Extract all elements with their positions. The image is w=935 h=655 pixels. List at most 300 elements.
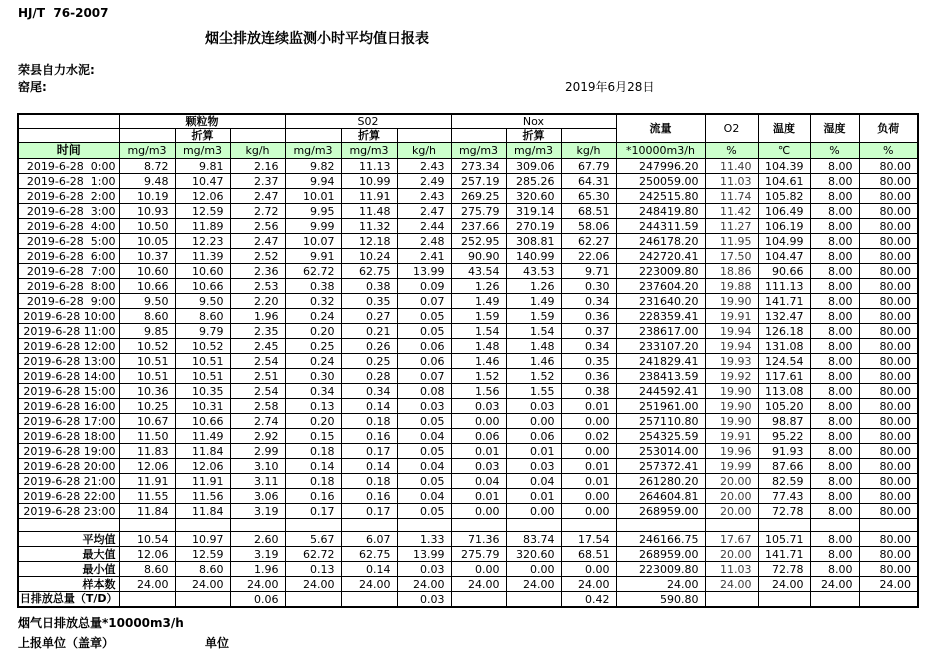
- value-cell: [810, 592, 859, 608]
- value-cell: 0.16: [341, 429, 397, 444]
- value-cell: 0.00: [561, 444, 616, 459]
- value-cell: 0.05: [397, 474, 451, 489]
- table-row: [18, 354, 918, 369]
- value-cell: [285, 592, 341, 608]
- value-cell: 8.00: [810, 504, 859, 519]
- value-cell: 2.53: [230, 279, 285, 294]
- value-cell: 10.37: [119, 249, 175, 264]
- doc-code: HJ/T 76-2007: [18, 6, 109, 20]
- value-cell: 12.06: [175, 189, 230, 204]
- value-cell: 238617.00: [616, 324, 705, 339]
- value-cell: 0.36: [561, 309, 616, 324]
- time-cell: 2019-6-28 15:00: [18, 384, 119, 399]
- value-cell: 80.00: [859, 234, 918, 249]
- value-cell: 0.03: [451, 399, 506, 414]
- value-cell: 11.50: [119, 429, 175, 444]
- value-cell: 0.01: [506, 489, 561, 504]
- value-cell: 268959.00: [616, 504, 705, 519]
- value-cell: 8.00: [810, 429, 859, 444]
- value-cell: 80.00: [859, 159, 918, 174]
- value-cell: 0.34: [341, 384, 397, 399]
- summary-label: 最小值: [18, 562, 119, 577]
- value-cell: 0.03: [397, 562, 451, 577]
- value-cell: 0.00: [561, 489, 616, 504]
- header-row-units: [18, 143, 918, 159]
- value-cell: 0.35: [561, 354, 616, 369]
- value-cell: 2.52: [230, 249, 285, 264]
- value-cell: 309.06: [506, 159, 561, 174]
- value-cell: 64.31: [561, 174, 616, 189]
- spacer-cell: [506, 519, 561, 532]
- value-cell: 0.14: [341, 459, 397, 474]
- summary-row: [18, 562, 918, 577]
- value-cell: 10.24: [341, 249, 397, 264]
- unit-cell: mg/m3: [119, 143, 175, 159]
- value-cell: 0.26: [341, 339, 397, 354]
- value-cell: 104.99: [758, 234, 810, 249]
- table-row: [18, 489, 918, 504]
- value-cell: 90.66: [758, 264, 810, 279]
- value-cell: 0.01: [561, 399, 616, 414]
- value-cell: 58.06: [561, 219, 616, 234]
- unit-label: 单位: [205, 636, 230, 650]
- header-time: 时间: [18, 143, 119, 159]
- value-cell: 0.06: [506, 429, 561, 444]
- value-cell: 0.00: [451, 504, 506, 519]
- flow-total-label: 烟气日排放总量*10000m3/h: [18, 616, 184, 630]
- value-cell: 10.93: [119, 204, 175, 219]
- value-cell: 95.22: [758, 429, 810, 444]
- value-cell: 8.00: [810, 474, 859, 489]
- value-cell: 257110.80: [616, 414, 705, 429]
- value-cell: 1.49: [506, 294, 561, 309]
- value-cell: 257.19: [451, 174, 506, 189]
- value-cell: 8.00: [810, 384, 859, 399]
- value-cell: 22.06: [561, 249, 616, 264]
- header-temp: 温度: [758, 114, 810, 143]
- report-date: 2019年6月28日: [565, 80, 655, 94]
- summary-label: [18, 592, 119, 608]
- value-cell: 1.96: [230, 309, 285, 324]
- value-cell: 1.59: [506, 309, 561, 324]
- value-cell: 10.07: [285, 234, 341, 249]
- value-cell: 5.67: [285, 532, 341, 547]
- value-cell: 0.14: [341, 399, 397, 414]
- value-cell: 2.47: [397, 204, 451, 219]
- value-cell: [451, 592, 506, 608]
- value-cell: 8.00: [810, 399, 859, 414]
- value-cell: 24.00: [175, 577, 230, 592]
- value-cell: 2.47: [230, 189, 285, 204]
- value-cell: 24.00: [230, 577, 285, 592]
- value-cell: 0.04: [397, 429, 451, 444]
- value-cell: 19.99: [705, 459, 758, 474]
- table-row: [18, 414, 918, 429]
- time-cell: 2019-6-28 11:00: [18, 324, 119, 339]
- value-cell: 12.06: [119, 459, 175, 474]
- value-cell: 98.87: [758, 414, 810, 429]
- value-cell: 0.42: [561, 592, 616, 608]
- value-cell: 62.72: [285, 547, 341, 562]
- value-cell: 80.00: [859, 354, 918, 369]
- table-row: [18, 234, 918, 249]
- value-cell: 8.00: [810, 204, 859, 219]
- value-cell: 11.84: [175, 504, 230, 519]
- table-row: [18, 369, 918, 384]
- value-cell: 11.13: [341, 159, 397, 174]
- value-cell: 65.30: [561, 189, 616, 204]
- time-cell: 2019-6-28 16:00: [18, 399, 119, 414]
- value-cell: 8.00: [810, 234, 859, 249]
- value-cell: 11.42: [705, 204, 758, 219]
- value-cell: 0.00: [451, 562, 506, 577]
- value-cell: 0.04: [397, 459, 451, 474]
- value-cell: 80.00: [859, 174, 918, 189]
- value-cell: 275.79: [451, 547, 506, 562]
- value-cell: 1.96: [230, 562, 285, 577]
- value-cell: 9.94: [285, 174, 341, 189]
- value-cell: 0.38: [561, 384, 616, 399]
- value-cell: 248419.80: [616, 204, 705, 219]
- value-cell: 2.54: [230, 354, 285, 369]
- value-cell: 233107.20: [616, 339, 705, 354]
- value-cell: 0.05: [397, 324, 451, 339]
- value-cell: 0.21: [341, 324, 397, 339]
- spacer-cell: [119, 519, 175, 532]
- value-cell: 8.00: [810, 264, 859, 279]
- value-cell: 71.36: [451, 532, 506, 547]
- header-row-groups: [18, 114, 918, 129]
- value-cell: 242515.80: [616, 189, 705, 204]
- value-cell: 24.00: [451, 577, 506, 592]
- value-cell: 237.66: [451, 219, 506, 234]
- header-humidity: 湿度: [810, 114, 859, 143]
- value-cell: 80.00: [859, 219, 918, 234]
- value-cell: 24.00: [561, 577, 616, 592]
- value-cell: 0.35: [341, 294, 397, 309]
- value-cell: 8.00: [810, 444, 859, 459]
- value-cell: 8.60: [119, 309, 175, 324]
- time-cell: 2019-6-28 4:00: [18, 219, 119, 234]
- value-cell: 24.00: [341, 577, 397, 592]
- value-cell: 80.00: [859, 504, 918, 519]
- table-row: [18, 204, 918, 219]
- value-cell: 1.49: [451, 294, 506, 309]
- value-cell: 12.59: [175, 204, 230, 219]
- header-blank: [18, 114, 119, 129]
- value-cell: 10.25: [119, 399, 175, 414]
- unit-cell: mg/m3: [285, 143, 341, 159]
- value-cell: 0.13: [285, 399, 341, 414]
- time-cell: 2019-6-28 14:00: [18, 369, 119, 384]
- unit-cell: ℃: [758, 143, 810, 159]
- value-cell: 273.34: [451, 159, 506, 174]
- value-cell: 0.00: [561, 414, 616, 429]
- value-cell: 0.06: [397, 339, 451, 354]
- table-row: [18, 429, 918, 444]
- value-cell: 269.25: [451, 189, 506, 204]
- time-cell: 2019-6-28 19:00: [18, 444, 119, 459]
- value-cell: [859, 592, 918, 608]
- table-row: [18, 264, 918, 279]
- value-cell: 0.04: [451, 474, 506, 489]
- value-cell: 2.20: [230, 294, 285, 309]
- value-cell: 13.99: [397, 264, 451, 279]
- value-cell: 19.94: [705, 324, 758, 339]
- summary-label: 最大值: [18, 547, 119, 562]
- time-cell: 2019-6-28 22:00: [18, 489, 119, 504]
- value-cell: 2.99: [230, 444, 285, 459]
- value-cell: 10.51: [175, 354, 230, 369]
- value-cell: 106.49: [758, 204, 810, 219]
- value-cell: 90.90: [451, 249, 506, 264]
- value-cell: 10.54: [119, 532, 175, 547]
- value-cell: 10.67: [119, 414, 175, 429]
- value-cell: 19.91: [705, 309, 758, 324]
- value-cell: 264604.81: [616, 489, 705, 504]
- value-cell: 320.60: [506, 547, 561, 562]
- value-cell: 0.25: [285, 339, 341, 354]
- value-cell: 8.00: [810, 249, 859, 264]
- value-cell: 80.00: [859, 264, 918, 279]
- value-cell: 0.20: [285, 324, 341, 339]
- value-cell: 8.00: [810, 369, 859, 384]
- value-cell: 2.41: [397, 249, 451, 264]
- value-cell: 0.01: [561, 459, 616, 474]
- value-cell: 20.00: [705, 504, 758, 519]
- time-cell: 2019-6-28 12:00: [18, 339, 119, 354]
- value-cell: 24.00: [285, 577, 341, 592]
- value-cell: 0.14: [341, 562, 397, 577]
- value-cell: 0.00: [561, 504, 616, 519]
- value-cell: 80.00: [859, 399, 918, 414]
- value-cell: 246166.75: [616, 532, 705, 547]
- table-row: [18, 189, 918, 204]
- value-cell: 8.00: [810, 324, 859, 339]
- value-cell: 9.50: [175, 294, 230, 309]
- value-cell: 2.92: [230, 429, 285, 444]
- table-row: [18, 219, 918, 234]
- value-cell: 87.66: [758, 459, 810, 474]
- value-cell: 0.36: [561, 369, 616, 384]
- spacer-cell: [758, 519, 810, 532]
- value-cell: 11.56: [175, 489, 230, 504]
- value-cell: 117.61: [758, 369, 810, 384]
- time-cell: 2019-6-28 6:00: [18, 249, 119, 264]
- unit-cell: %: [859, 143, 918, 159]
- value-cell: 11.27: [705, 219, 758, 234]
- value-cell: 8.72: [119, 159, 175, 174]
- value-cell: 68.51: [561, 547, 616, 562]
- header-group-pm: 颗粒物: [119, 114, 285, 129]
- value-cell: 80.00: [859, 339, 918, 354]
- value-cell: 24.00: [119, 577, 175, 592]
- value-cell: 9.50: [119, 294, 175, 309]
- value-cell: 3.10: [230, 459, 285, 474]
- value-cell: 238413.59: [616, 369, 705, 384]
- summary-label: 平均值: [18, 532, 119, 547]
- unit-cell: mg/m3: [506, 143, 561, 159]
- summary-row: [18, 592, 918, 608]
- table-row: [18, 249, 918, 264]
- value-cell: 62.75: [341, 264, 397, 279]
- value-cell: 80.00: [859, 474, 918, 489]
- page-title: 烟尘排放连续监测小时平均值日报表: [205, 31, 429, 47]
- value-cell: 261280.20: [616, 474, 705, 489]
- value-cell: 252.95: [451, 234, 506, 249]
- value-cell: 0.07: [397, 294, 451, 309]
- value-cell: 3.19: [230, 547, 285, 562]
- value-cell: 13.99: [397, 547, 451, 562]
- value-cell: 3.06: [230, 489, 285, 504]
- spacer-cell: [341, 519, 397, 532]
- value-cell: 2.35: [230, 324, 285, 339]
- value-cell: 24.00: [506, 577, 561, 592]
- value-cell: 2.16: [230, 159, 285, 174]
- value-cell: 268959.00: [616, 547, 705, 562]
- header-group-nox: Nox: [451, 114, 616, 129]
- value-cell: 308.81: [506, 234, 561, 249]
- value-cell: 1.46: [451, 354, 506, 369]
- value-cell: 2.72: [230, 204, 285, 219]
- value-cell: 9.82: [285, 159, 341, 174]
- value-cell: 80.00: [859, 369, 918, 384]
- table-row: [18, 324, 918, 339]
- value-cell: 24.00: [810, 577, 859, 592]
- value-cell: 0.13: [285, 562, 341, 577]
- spacer-cell: [18, 519, 119, 532]
- spacer-cell: [397, 519, 451, 532]
- value-cell: 11.91: [175, 474, 230, 489]
- value-cell: 0.05: [397, 504, 451, 519]
- value-cell: 275.79: [451, 204, 506, 219]
- value-cell: 0.20: [285, 414, 341, 429]
- spacer-cell: [285, 519, 341, 532]
- value-cell: 80.00: [859, 532, 918, 547]
- value-cell: 62.27: [561, 234, 616, 249]
- summary-label: 样本数: [18, 577, 119, 592]
- value-cell: 141.71: [758, 294, 810, 309]
- value-cell: 132.47: [758, 309, 810, 324]
- value-cell: 0.03: [506, 459, 561, 474]
- value-cell: 0.06: [230, 592, 285, 608]
- value-cell: 0.04: [506, 474, 561, 489]
- value-cell: 67.79: [561, 159, 616, 174]
- value-cell: 1.52: [451, 369, 506, 384]
- value-cell: 2.43: [397, 189, 451, 204]
- value-cell: 10.60: [175, 264, 230, 279]
- value-cell: 2.44: [397, 219, 451, 234]
- time-cell: 2019-6-28 10:00: [18, 309, 119, 324]
- value-cell: 8.00: [810, 189, 859, 204]
- value-cell: 10.05: [119, 234, 175, 249]
- value-cell: 8.00: [810, 219, 859, 234]
- value-cell: 1.46: [506, 354, 561, 369]
- value-cell: 80.00: [859, 324, 918, 339]
- table-row: [18, 339, 918, 354]
- summary-row: [18, 532, 918, 547]
- value-cell: 0.03: [451, 459, 506, 474]
- time-cell: 2019-6-28 18:00: [18, 429, 119, 444]
- unit-cell: mg/m3: [341, 143, 397, 159]
- value-cell: 10.99: [341, 174, 397, 189]
- value-cell: 1.59: [451, 309, 506, 324]
- value-cell: 590.80: [616, 592, 705, 608]
- time-cell: 2019-6-28 23:00: [18, 504, 119, 519]
- value-cell: 20.00: [705, 547, 758, 562]
- value-cell: 140.99: [506, 249, 561, 264]
- value-cell: 0.01: [561, 474, 616, 489]
- spacer-cell: [451, 519, 506, 532]
- time-cell: 2019-6-28 9:00: [18, 294, 119, 309]
- value-cell: 9.81: [175, 159, 230, 174]
- value-cell: 8.00: [810, 459, 859, 474]
- value-cell: 72.78: [758, 562, 810, 577]
- value-cell: 9.95: [285, 204, 341, 219]
- time-cell: 2019-6-28 5:00: [18, 234, 119, 249]
- value-cell: 0.18: [341, 414, 397, 429]
- value-cell: 83.74: [506, 532, 561, 547]
- value-cell: 9.71: [561, 264, 616, 279]
- value-cell: 2.51: [230, 369, 285, 384]
- value-cell: 11.32: [341, 219, 397, 234]
- time-cell: 2019-6-28 17:00: [18, 414, 119, 429]
- value-cell: 1.33: [397, 532, 451, 547]
- time-cell: 2019-6-28 21:00: [18, 474, 119, 489]
- value-cell: 10.35: [175, 384, 230, 399]
- value-cell: 8.00: [810, 414, 859, 429]
- value-cell: 80.00: [859, 414, 918, 429]
- value-cell: 113.08: [758, 384, 810, 399]
- spacer-cell: [175, 519, 230, 532]
- time-cell: 2019-6-28 20:00: [18, 459, 119, 474]
- value-cell: 0.28: [341, 369, 397, 384]
- value-cell: 0.00: [561, 562, 616, 577]
- value-cell: 82.59: [758, 474, 810, 489]
- value-cell: 80.00: [859, 294, 918, 309]
- value-cell: 1.48: [506, 339, 561, 354]
- spacer-cell: [859, 519, 918, 532]
- value-cell: 2.49: [397, 174, 451, 189]
- time-cell: 2019-6-28 7:00: [18, 264, 119, 279]
- value-cell: 10.66: [119, 279, 175, 294]
- value-cell: 10.66: [175, 279, 230, 294]
- value-cell: 0.05: [397, 414, 451, 429]
- value-cell: 17.54: [561, 532, 616, 547]
- table-row: [18, 504, 918, 519]
- spacer-cell: [705, 519, 758, 532]
- value-cell: 80.00: [859, 444, 918, 459]
- value-cell: 24.00: [705, 577, 758, 592]
- company-name: 荣县自力水泥:: [18, 63, 95, 77]
- value-cell: 8.00: [810, 489, 859, 504]
- unit-cell: %: [705, 143, 758, 159]
- value-cell: 8.60: [119, 562, 175, 577]
- value-cell: 0.17: [341, 444, 397, 459]
- value-cell: 0.16: [285, 489, 341, 504]
- time-cell: 2019-6-28 2:00: [18, 189, 119, 204]
- value-cell: 10.60: [119, 264, 175, 279]
- value-cell: 20.00: [705, 474, 758, 489]
- value-cell: 9.91: [285, 249, 341, 264]
- value-cell: 2.36: [230, 264, 285, 279]
- value-cell: 0.06: [451, 429, 506, 444]
- value-cell: [705, 592, 758, 608]
- spacer-cell: [230, 519, 285, 532]
- value-cell: 2.54: [230, 384, 285, 399]
- value-cell: 242720.41: [616, 249, 705, 264]
- site-name: 窑尾:: [18, 80, 47, 94]
